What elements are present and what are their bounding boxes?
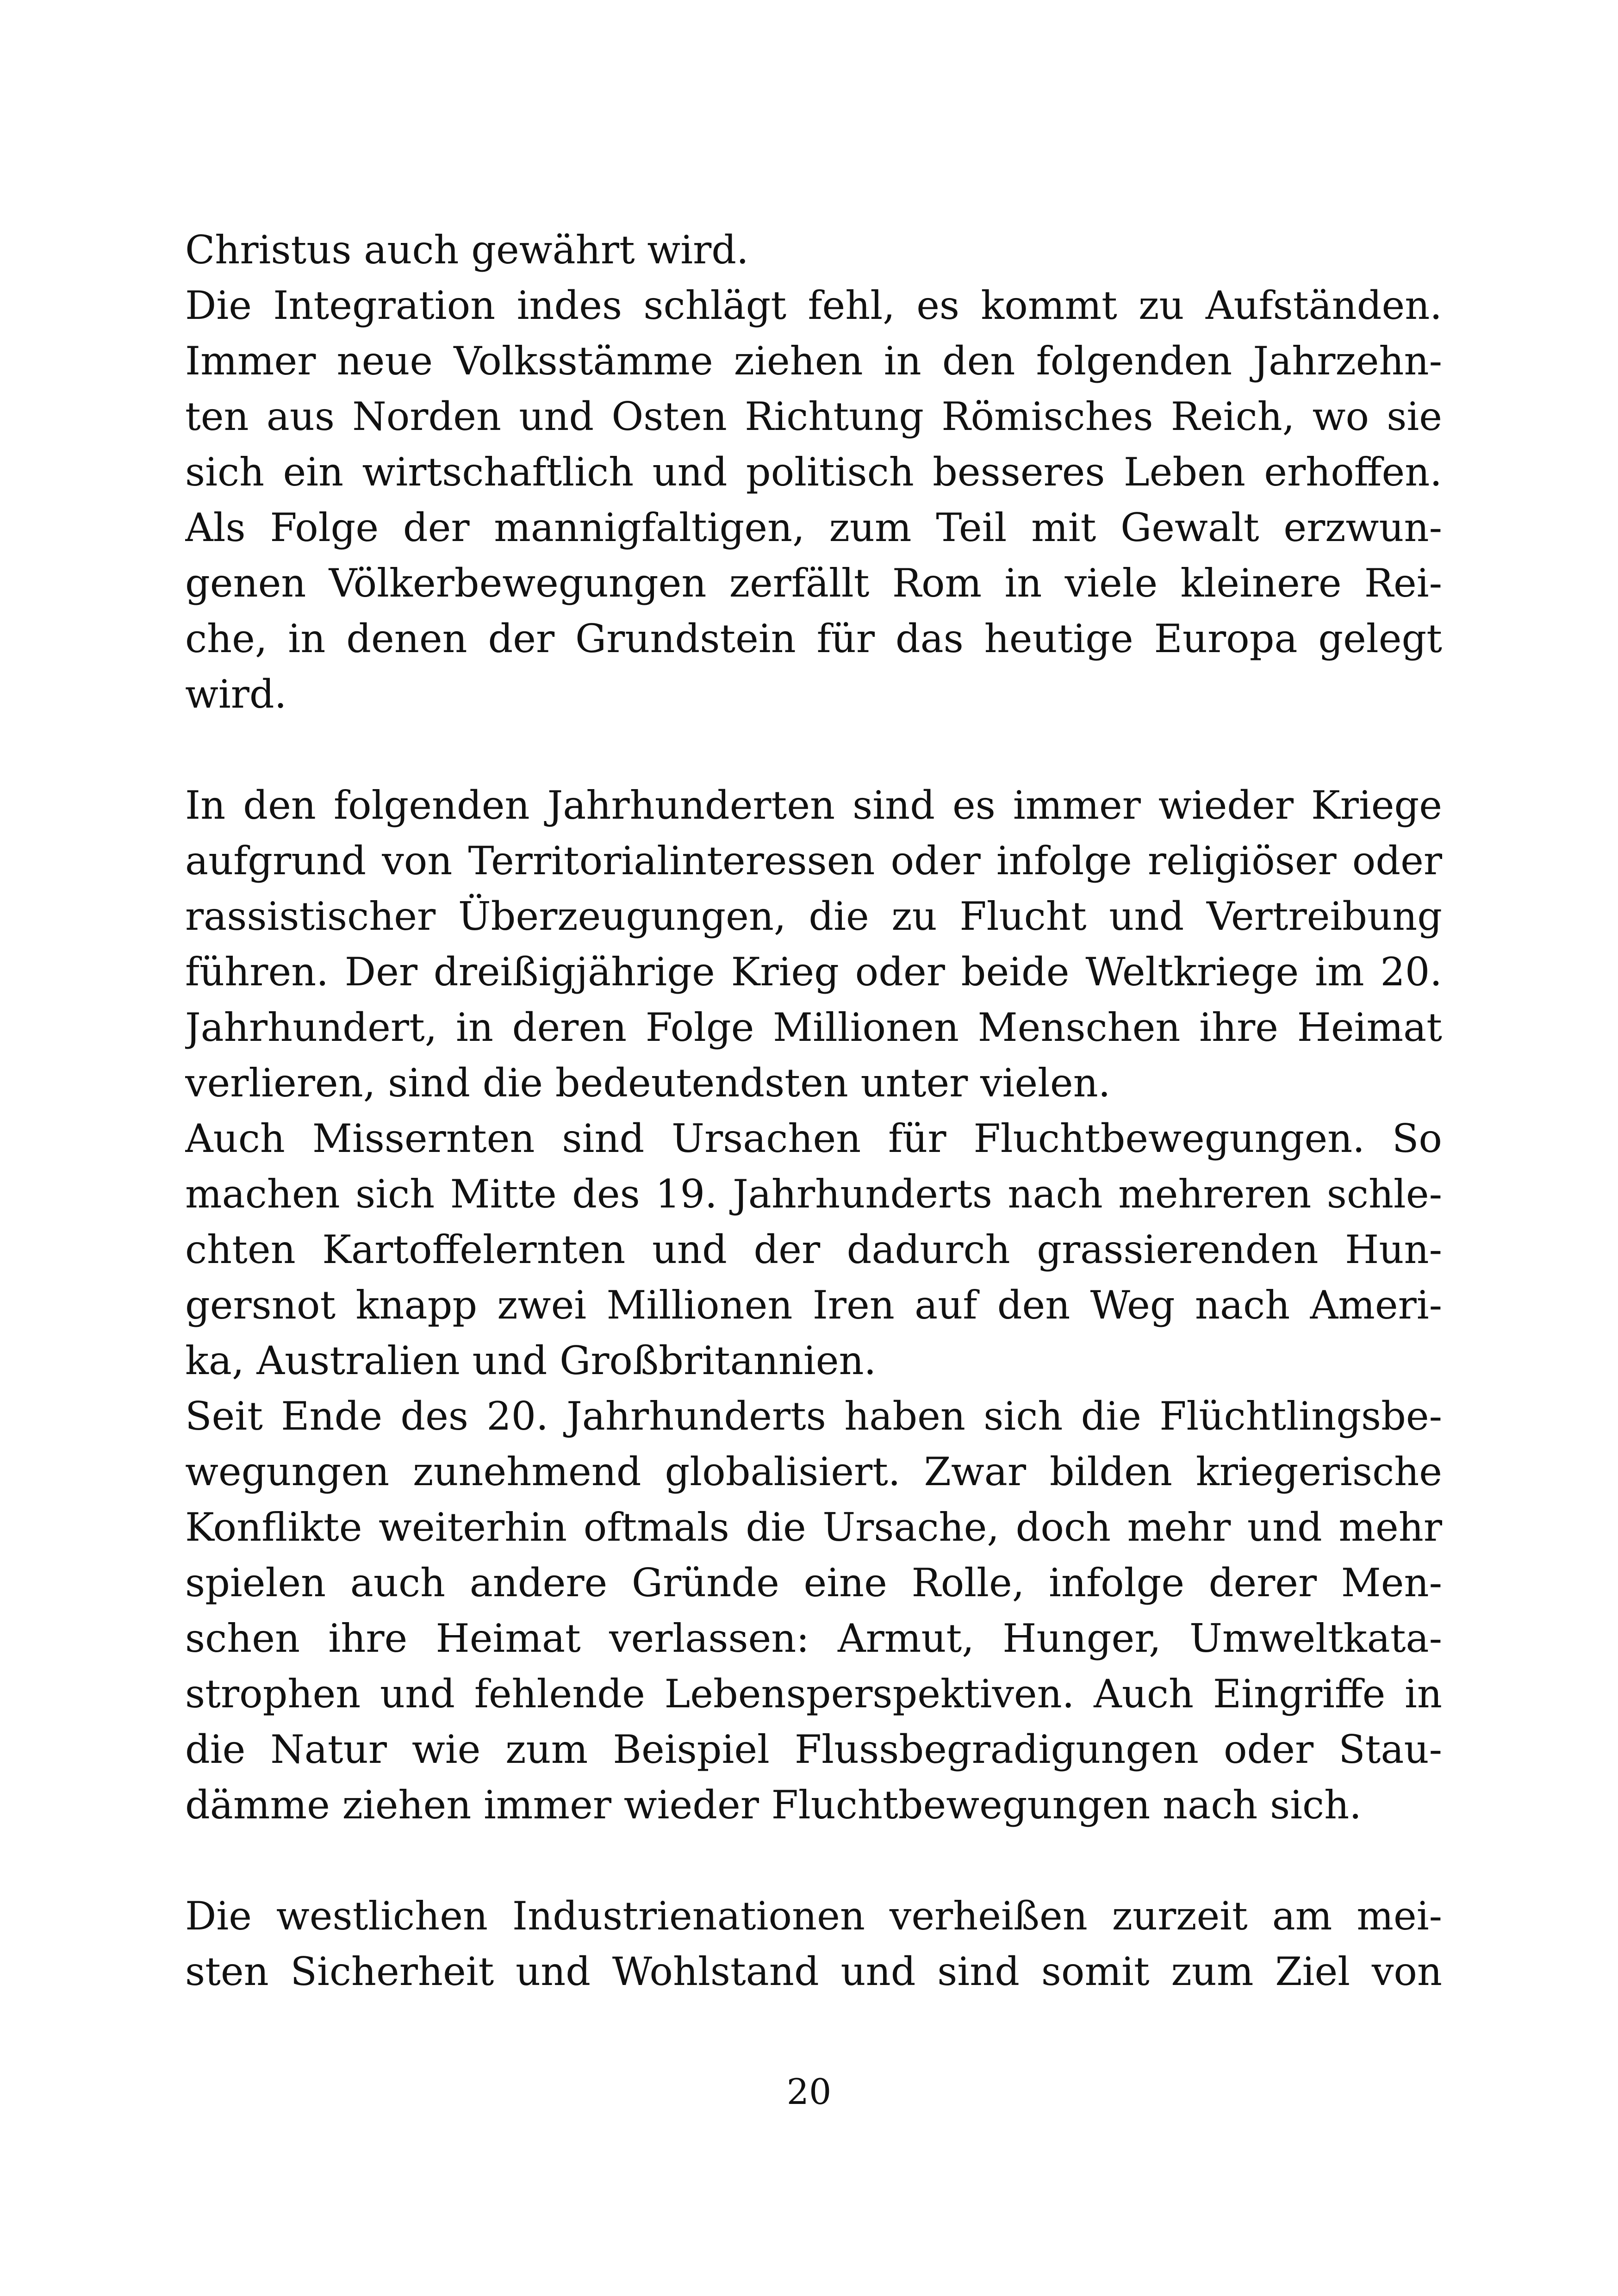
text-line: aufgrund von Territorialinteressen oder infolge religiöser oder: [185, 838, 1442, 884]
text-line: ten aus Norden und Osten Richtung Römisches Reich, wo sie: [185, 394, 1442, 439]
text-line: wird.: [185, 672, 287, 717]
paragraph-5: [185, 1388, 1442, 1833]
text-line: sten Sicherheit und Wohlstand und sind somit zum Ziel von: [185, 1949, 1442, 1994]
text-line: Seit Ende des 20. Jahrhunderts haben sich die Flüchtlingsbe-: [185, 1394, 1442, 1439]
text-line: ka, Australien und Großbritannien.: [185, 1338, 877, 1383]
body-text: [185, 222, 1442, 1999]
text-line: die Natur wie zum Beispiel Flussbegradigungen oder Stau-: [185, 1727, 1442, 1772]
text-line: machen sich Mitte des 19. Jahrhunderts nach mehreren schle-: [185, 1171, 1442, 1217]
text-line: Christus auch gewährt wird.: [185, 227, 749, 273]
paragraph-2: [185, 278, 1442, 722]
paragraph-4: [185, 1111, 1442, 1388]
text-line: Immer neue Volksstämme ziehen in den folgenden Jahrzehn-: [185, 338, 1442, 384]
text-line: strophen und fehlende Lebensperspektiven. Auch Eingriffe in: [185, 1671, 1442, 1717]
text-line: Auch Missernten sind Ursachen für Fluchtbewegungen. So: [185, 1116, 1442, 1161]
text-line: schen ihre Heimat verlassen: Armut, Hunger, Umweltkata-: [185, 1616, 1442, 1661]
text-line: Die westlichen Industrienationen verheißen zurzeit am mei-: [185, 1893, 1442, 1939]
text-line: sich ein wirtschaftlich und politisch besseres Leben erhoffen.: [185, 449, 1442, 495]
text-line: In den folgenden Jahrhunderten sind es immer wieder Kriege: [185, 783, 1442, 828]
text-line: Jahrhundert, in deren Folge Millionen Menschen ihre Heimat: [185, 1005, 1442, 1050]
text-line: wegungen zunehmend globalisiert. Zwar bilden kriegerische: [185, 1449, 1442, 1494]
text-line: che, in denen der Grundstein für das heutige Europa gelegt: [185, 616, 1442, 661]
text-line: spielen auch andere Gründe eine Rolle, infolge derer Men-: [185, 1560, 1442, 1605]
paragraph-gap: [185, 722, 1442, 778]
text-line: gersnot knapp zwei Millionen Iren auf den Weg nach Ameri-: [185, 1282, 1442, 1328]
paragraph-1: [185, 222, 1442, 278]
paragraph-6: [185, 1888, 1442, 1999]
text-line: dämme ziehen immer wieder Fluchtbewegungen nach sich.: [185, 1782, 1362, 1828]
text-line: rassistischer Überzeugungen, die zu Flucht und Vertreibung: [185, 894, 1442, 939]
text-line: chten Kartoffelernten und der dadurch grassierenden Hun-: [185, 1227, 1442, 1272]
text-line: führen. Der dreißigjährige Krieg oder beide Weltkriege im 20.: [185, 949, 1442, 995]
text-line: genen Völkerbewegungen zerfällt Rom in viele kleinere Rei-: [185, 560, 1442, 606]
text-line: Die Integration indes schlägt fehl, es kommt zu Aufständen.: [185, 283, 1442, 328]
paragraph-3: [185, 778, 1442, 1111]
text-line: Als Folge der mannigfaltigen, zum Teil mit Gewalt erzwun-: [185, 505, 1442, 550]
paragraph-gap: [185, 1833, 1442, 1888]
page-number: 20: [786, 2071, 832, 2112]
text-line: Konflikte weiterhin oftmals die Ursache, doch mehr und mehr: [185, 1505, 1442, 1550]
text-line: verlieren, sind die bedeutendsten unter vielen.: [185, 1060, 1111, 1106]
